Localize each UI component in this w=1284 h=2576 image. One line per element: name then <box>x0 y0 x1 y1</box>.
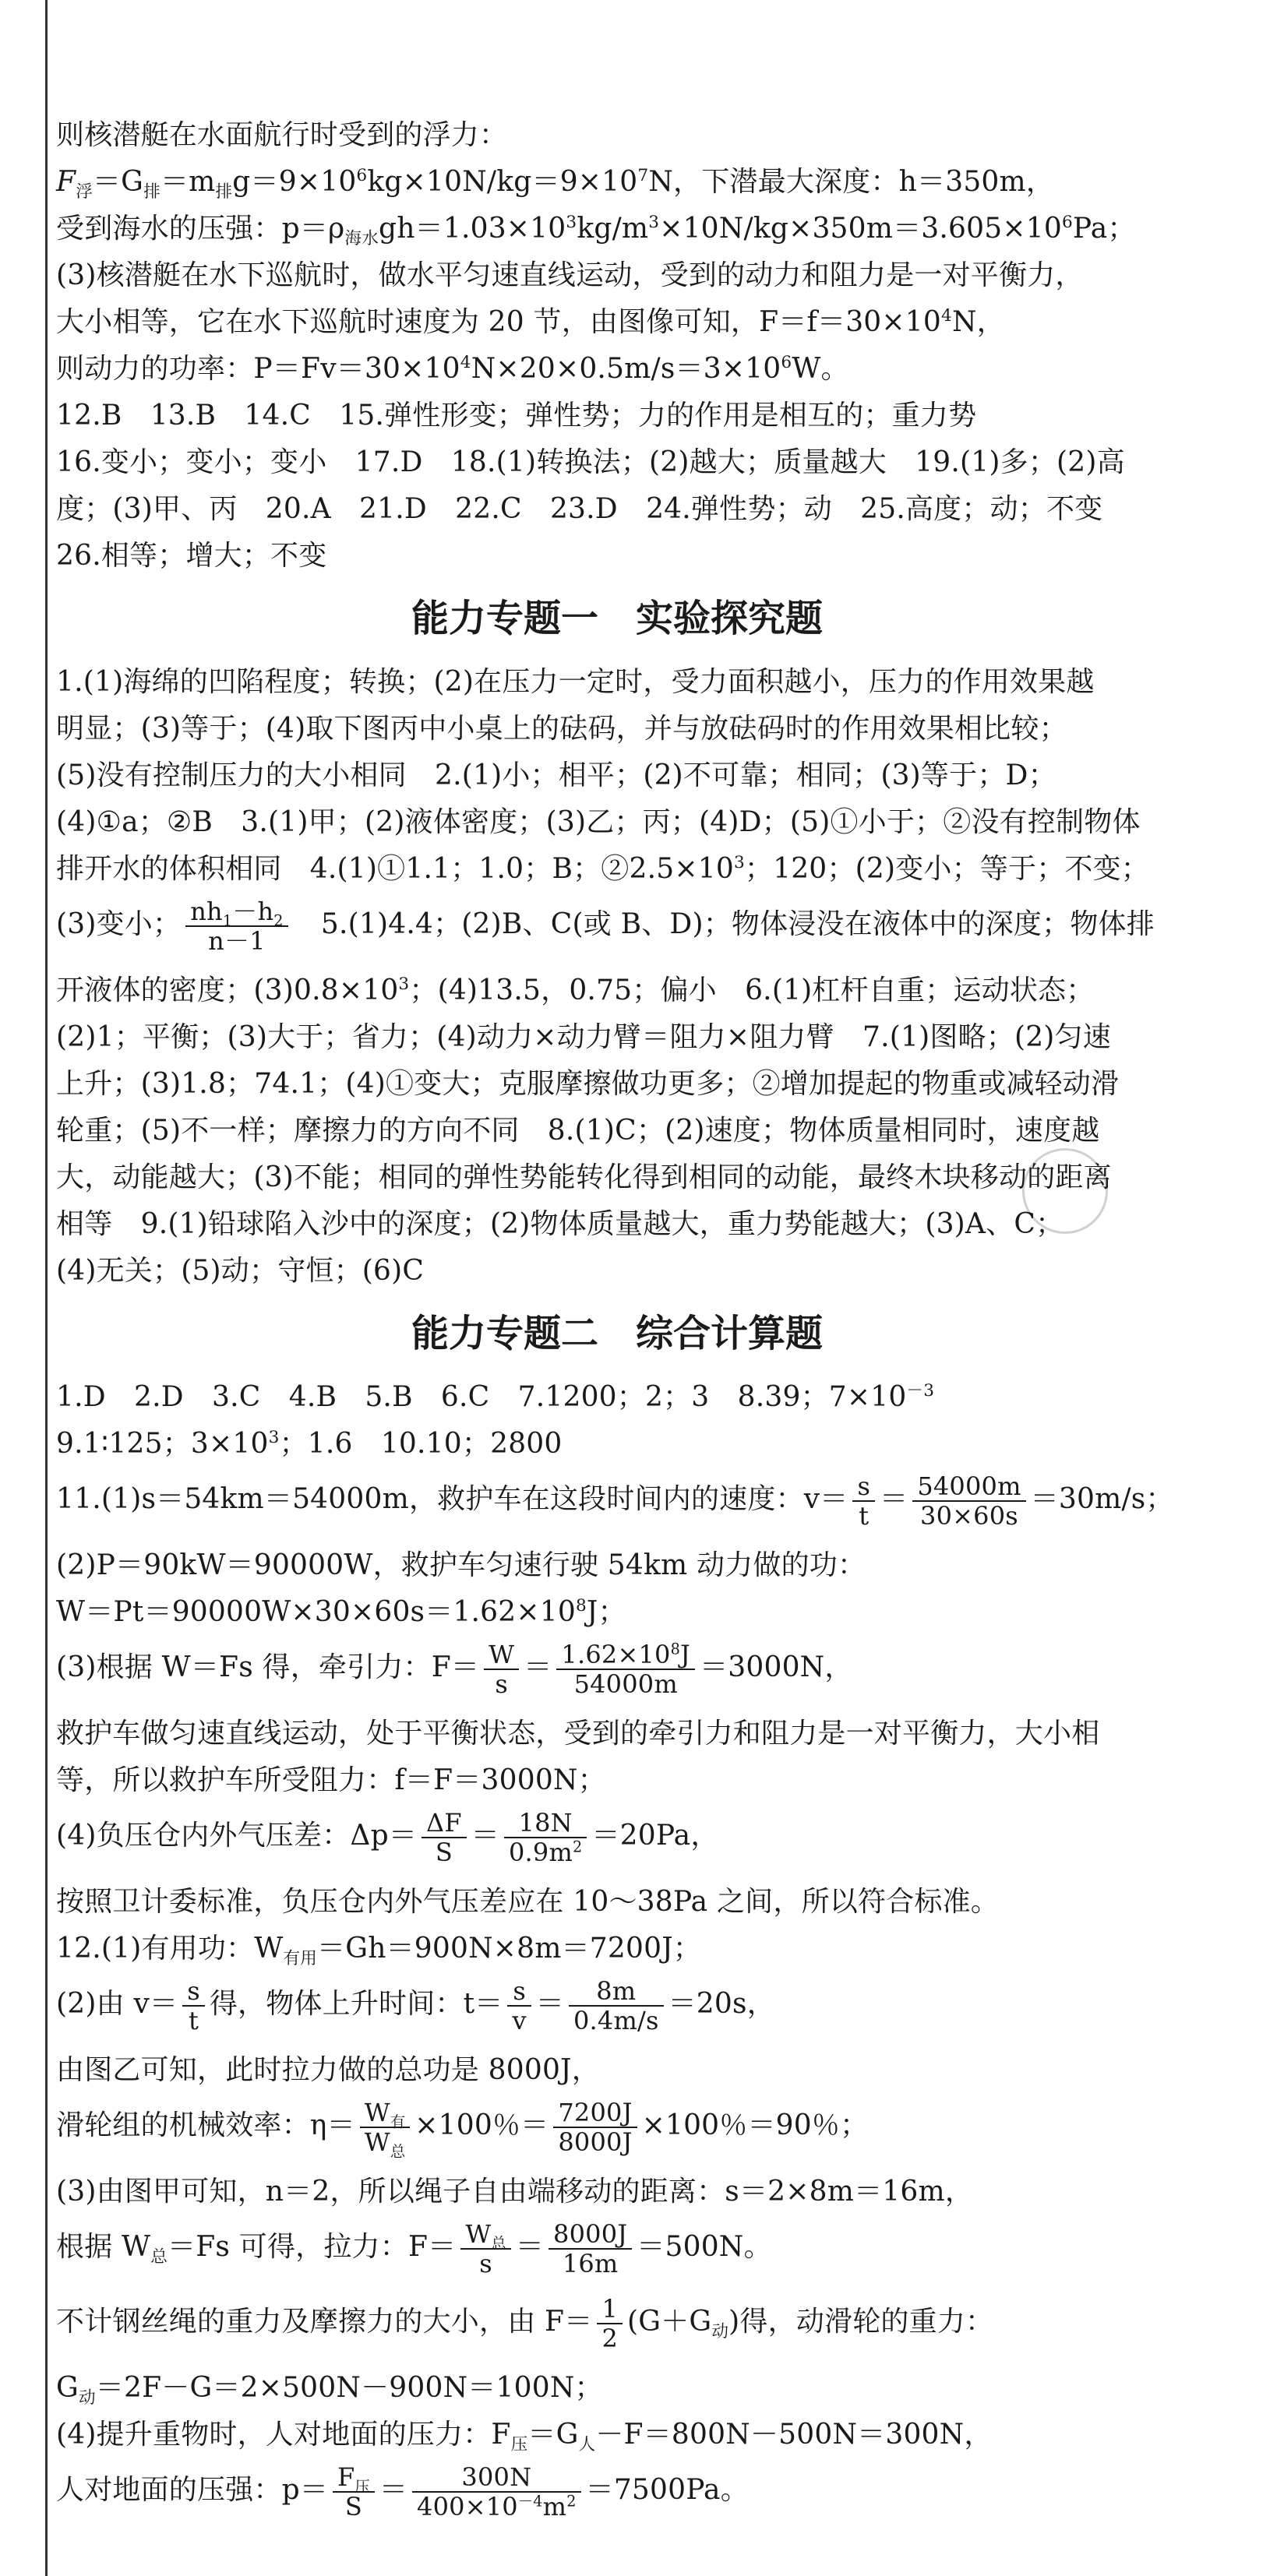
text-line: (4)负压仓内外气压差：Δp＝ $\frac{\Delta F}{S}$ ＝ $\frac{18N}{0.9m^2}$ ＝20Pa， <box>56 1808 719 1867</box>
text-line: 度；(3)甲、丙 20.A 21.D 22.C 23.D 24.弹性势；动 25.高度；动；不变 <box>56 493 1103 525</box>
left-margin-rule <box>45 0 48 2576</box>
text-line: 则动力的功率：$P=Fv=30\times 10^4N\times 20\times 0.5m/s=3\times 10^6W$。 <box>56 353 849 385</box>
fraction: $\frac{s}{t}$ <box>852 1472 875 1530</box>
fraction: $\frac{8m}{0.4m/s}$ <box>569 1977 664 2035</box>
fraction: $\frac{\Delta F}{S}$ <box>422 1809 467 1866</box>
fraction: $\frac{8000J}{16m}$ <box>549 2220 632 2278</box>
text-line: (3)根据 W＝Fs 得，牵引力：F＝ $\frac{W}{s}$ ＝ $\frac{1.62\times 10^8J}{54000m}$ ＝3000N， <box>56 1640 853 1699</box>
text-line: 16.变小；变小；变小 17.D 18.(1)转换法；(2)越大；质量越大 19.(1)多；(2)高 <box>56 446 1125 478</box>
fraction: $\frac{s}{v}$ <box>507 1977 531 2035</box>
text-line: 则核潜艇在水面航行时受到的浮力： <box>56 119 508 151</box>
text-line: (5)没有控制压力的大小相同 2.(1)小；相平；(2)不可靠；相同；(3)等于；D； <box>56 759 1056 791</box>
text-line: 大小相等，它在水下巡航时速度为 20 节，由图像可知，$F=f=30\times 10^4N$， <box>56 306 1005 338</box>
text-line: 12.(1)有用功：$W_{有用}=Gh=900N\times 8m=7200J$； <box>56 1933 702 1969</box>
text-line: 排开水的体积相同 4.(1)①1.1；1.0；B；$②2.5\times 10^3$；120；(2)变小；等于；不变； <box>56 853 1149 885</box>
text-line: 1.D 2.D 3.C 4.B 5.B 6.C 7.1200；2；3 8.39；$7\times 10^{-3}$ <box>56 1381 935 1413</box>
text-line: (3)变小； $\frac{nh_1-h_2}{n-1}$ 5.(1)4.4；(2)B、C(或 B、D)；物体浸没在液体中的深度；物体排 <box>56 897 1155 956</box>
fraction: $\frac{1}{2}$ <box>597 2295 623 2352</box>
text-line: (4)提升重物时，人对地面的压力：$F_压=G_人-F=800N-500N=300N$， <box>56 2419 993 2455</box>
text-line: 11.(1)s＝54km＝54000m，救护车在这段时间内的速度：v＝ $\frac{s}{t}$ ＝ $\frac{54000m}{30\times 60s}$ ＝30m/s； <box>56 1471 1174 1531</box>
text-line: $G_动=2F-G=2\times 500N-900N=100N$； <box>56 2372 603 2409</box>
text-line: 相等 9.(1)铅球陷入沙中的深度；(2)物体质量越大，重力势能越大；(3)A、C； <box>56 1208 1064 1240</box>
text-line: $W=Pt=90000W\times 30\times 60s=1.62\times 10^8J$； <box>56 1596 626 1628</box>
text-line: (4)①a；②B 3.(1)甲；(2)液体密度；(3)乙；丙；(4)D；(5)①小于；②没有控制物体 <box>56 806 1141 838</box>
answer-content <box>56 117 1178 2538</box>
fraction: $\frac{18N}{0.9m^2}$ <box>504 1809 587 1866</box>
text-line: 26.相等；增大；不变 <box>56 540 327 572</box>
text-line: 受到海水的压强：$p=\rho_{海水}gh=1.03\times 10^3kg/m^3\times 10N/kg\times 350m=3.605\times 10^6Pa$； <box>56 213 1136 249</box>
section-heading-experiment: 能力专题一 实验探究题 <box>411 597 823 640</box>
fraction: $\frac{1.62\times 10^8J}{54000m}$ <box>556 1640 695 1698</box>
text-line: 按照卫计委标准，负压仓内外气压差应在 10～38Pa 之间，所以符合标准。 <box>56 1886 999 1918</box>
text-line: (2)P＝90kW＝90000W，救护车匀速行驶 54km 动力做的功： <box>56 1549 866 1581</box>
text-line: 根据 $W_总=Fs$ 可得，拉力：F＝ $\frac{W_总}{s}$ ＝ $\frac{8000J}{16m}$ ＝500N。 <box>56 2219 772 2278</box>
fraction: $\frac{7200J}{8000J}$ <box>553 2099 637 2156</box>
text-line: (3)核潜艇在水下巡航时，做水平匀速直线运动，受到的动力和阻力是一对平衡力， <box>56 259 1084 291</box>
text-line: (3)由图甲可知，n＝2，所以绳子自由端移动的距离：s＝2×8m＝16m， <box>56 2176 974 2208</box>
text-line: 人对地面的压强：p＝ $\frac{F_压}{S}$ ＝ $\frac{300N}{400\times 10^{-4}m^2}$ ＝7500Pa。 <box>56 2462 749 2521</box>
text-line: (4)无关；(5)动；守恒；(6)C <box>56 1255 425 1287</box>
text-line: 大，动能越大；(3)不能；相同的弹性势能转化得到相同的动能，最终木块移动的距离 <box>56 1161 1112 1193</box>
text-line: 轮重；(5)不一样；摩擦力的方向不同 8.(1)C；(2)速度；物体质量相同时，速度越 <box>56 1115 1100 1147</box>
text-line: 12.B 13.B 14.C 15.弹性形变；弹性势；力的作用是相互的；重力势 <box>56 400 977 432</box>
text-line: 由图乙可知，此时拉力做的总功是 8000J， <box>56 2054 600 2086</box>
text-line: 1.(1)海绵的凹陷程度；转换；(2)在压力一定时，受力面积越小，压力的作用效果越 <box>56 666 1095 698</box>
fraction: $\frac{s}{t}$ <box>182 1977 205 2035</box>
text-line: $F_浮=G_排=m_排g=9\times 10^6kg\times 10N/kg=9\times 10^7N$，下潜最大深度：h＝350m， <box>56 166 1055 203</box>
text-line: 不计钢丝绳的重力及摩擦力的大小，由 F＝ $\frac{1}{2}$ $(G+G_动)$得，动滑轮的重力： <box>56 2294 994 2353</box>
text-line: (2)1；平衡；(3)大于；省力；(4)动力×动力臂＝阻力×阻力臂 7.(1)图略；(2)匀速 <box>56 1021 1111 1053</box>
text-line: 9.1∶125；$3\times 10^3$；1.6 10.10；2800 <box>56 1428 563 1460</box>
text-line: 上升；(3)1.8；74.1；(4)①变大；克服摩擦做功更多；②增加提起的物重或减轻动滑 <box>56 1068 1120 1100</box>
text-line: (2)由 v＝ $\frac{s}{t}$ 得，物体上升时间：t＝ $\frac{s}{v}$ ＝ $\frac{8m}{0.4m/s}$ ＝20s， <box>56 1976 775 2035</box>
fraction: $\frac{nh_1-h_2}{n-1}$ <box>185 897 287 955</box>
text-line: 等，所以救护车所受阻力：f＝F＝3000N； <box>56 1764 606 1796</box>
text-line: 开液体的密度；$(3)0.8\times 10^3$；(4)13.5，0.75；偏小 6.(1)杠杆自重；运动状态； <box>56 974 1095 1006</box>
text-line: 滑轮组的机械效率：η＝ $\frac{W_有}{W_总}$ ×100％＝ $\frac{7200J}{8000J}$ ×100％＝90％； <box>56 2098 869 2161</box>
section-heading-calculation: 能力专题二 综合计算题 <box>411 1312 823 1355</box>
text-line: 明显；(3)等于；(4)取下图丙中小桌上的砝码，并与放砝码时的作用效果相比较； <box>56 713 1067 745</box>
fraction: $\frac{300N}{400\times 10^{-4}m^2}$ <box>412 2463 581 2521</box>
fraction: $\frac{W}{s}$ <box>484 1640 519 1698</box>
fraction: $\frac{W_有}{W_总}$ <box>360 2099 410 2156</box>
text-line: 救护车做匀速直线运动，处于平衡状态，受到的牵引力和阻力是一对平衡力，大小相 <box>56 1718 1100 1750</box>
fraction: $\frac{W_总}{s}$ <box>460 2220 510 2278</box>
fraction: $\frac{54000m}{30\times 60s}$ <box>912 1472 1025 1530</box>
fraction: $\frac{F_压}{S}$ <box>333 2463 375 2521</box>
